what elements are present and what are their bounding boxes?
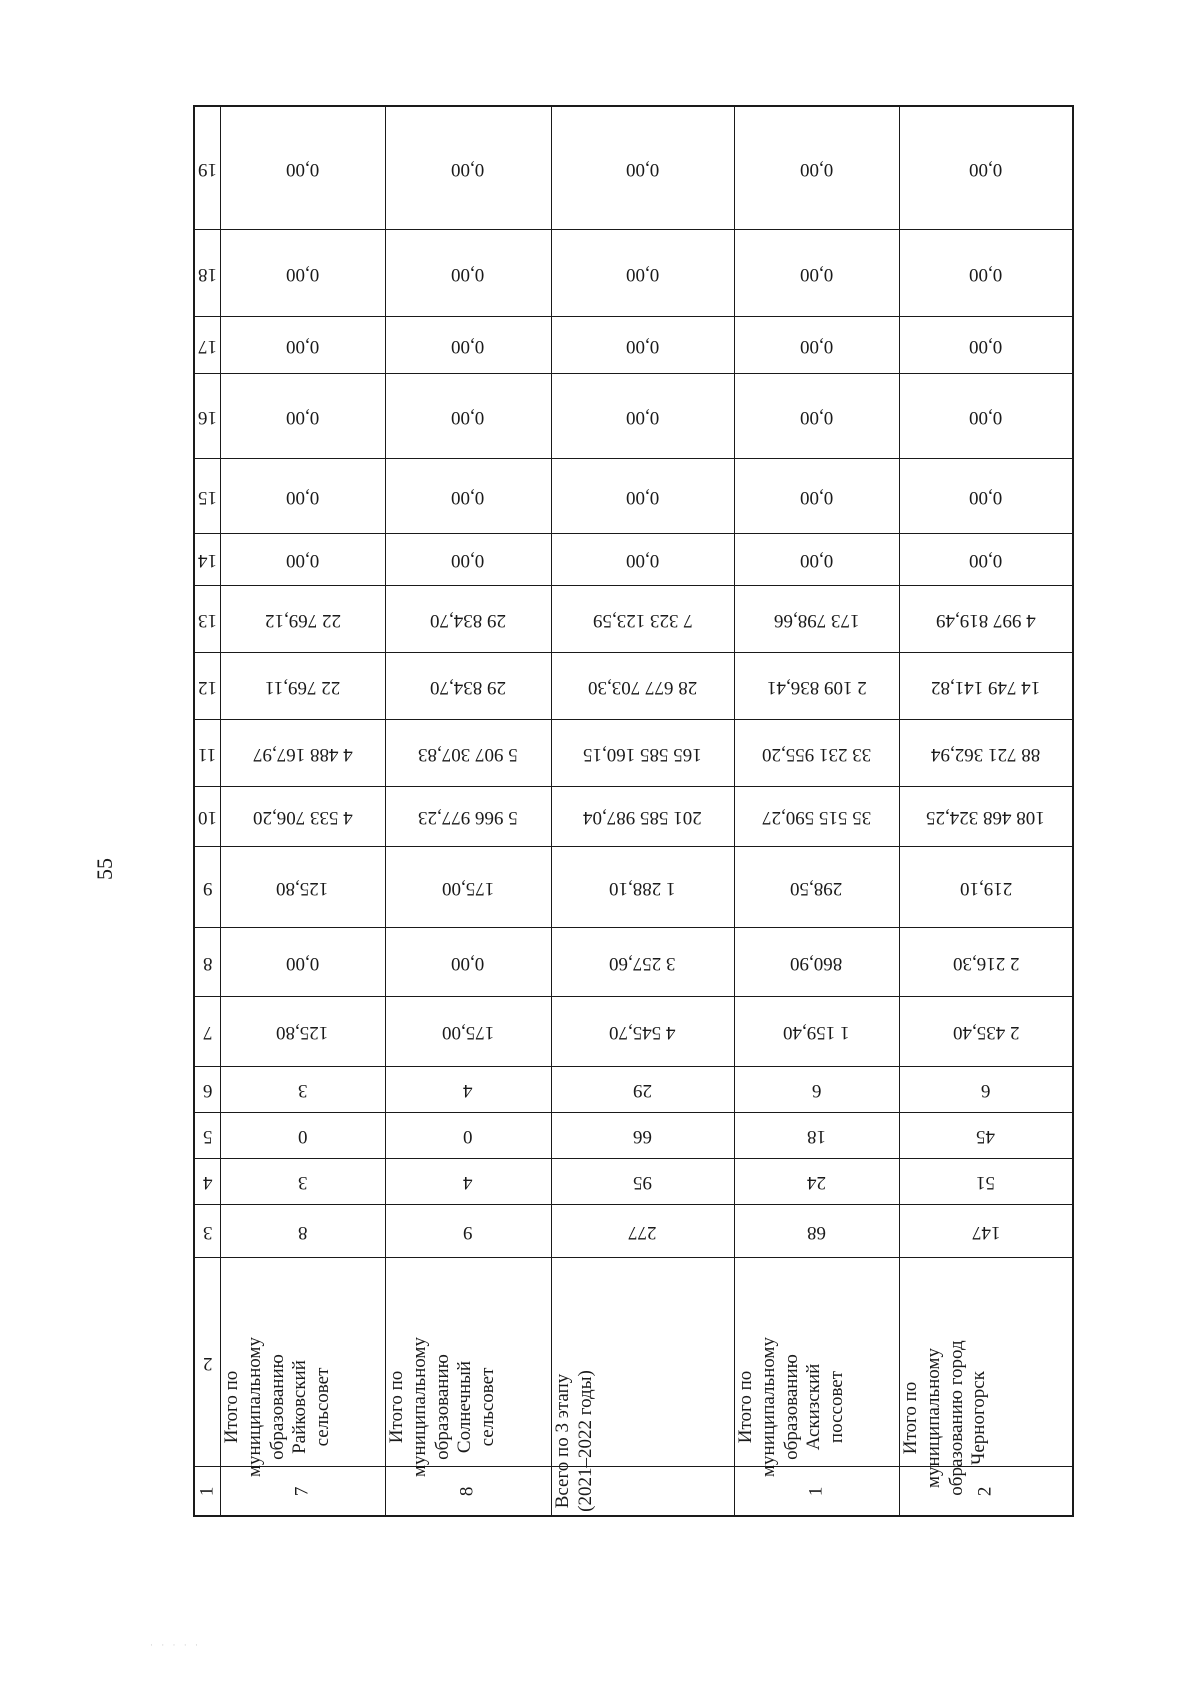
data-cell <box>899 1205 1073 1258</box>
cell-value: 298,50 <box>790 877 843 899</box>
cell-value: 0,00 <box>799 158 834 180</box>
column-number: 7 <box>202 1021 212 1043</box>
data-cell <box>899 106 1073 230</box>
cell-value: 175,00 <box>441 1021 495 1043</box>
name-line: Аскизский <box>802 1363 824 1451</box>
name-line: муниципальному <box>408 1337 430 1477</box>
data-cell <box>899 787 1073 847</box>
cell-value: 219,10 <box>959 877 1012 899</box>
column-number: 1 <box>195 1486 217 1496</box>
page-number: 55 <box>92 858 117 880</box>
data-cell <box>220 1159 385 1205</box>
cell-value: 0,00 <box>451 335 485 357</box>
data-cell <box>551 317 734 374</box>
name-line: сельсовет <box>311 1367 333 1447</box>
column-number-cell <box>194 720 220 787</box>
cell-value: 0,00 <box>451 263 485 285</box>
table-row <box>194 374 1073 459</box>
cell-value: 1 159,40 <box>783 1021 850 1043</box>
data-cell <box>220 374 385 459</box>
data-cell <box>899 847 1073 928</box>
data-cell <box>551 106 734 230</box>
data-cell <box>734 1113 899 1159</box>
cell-value: 0,00 <box>799 549 834 571</box>
cell-value: 33 231 955,20 <box>761 743 872 765</box>
data-cell <box>734 374 899 459</box>
column-number-cell <box>194 1067 220 1113</box>
table-row <box>194 317 1073 374</box>
data-cell <box>734 997 899 1067</box>
data-cell <box>899 928 1073 997</box>
cell-value: 1 288,10 <box>609 877 676 899</box>
cell-value: 24 <box>807 1171 826 1193</box>
data-cell <box>899 653 1073 720</box>
name-line: (2021–2022 годы) <box>574 1370 596 1513</box>
data-cell <box>551 1205 734 1258</box>
data-cell <box>385 1067 551 1113</box>
cell-value: 4 533 706,20 <box>252 806 353 828</box>
column-number-cell <box>194 317 220 374</box>
cell-value: 45 <box>976 1125 996 1147</box>
cell-value: 68 <box>807 1221 826 1243</box>
column-number-cell <box>194 928 220 997</box>
cell-value: 0,00 <box>285 952 320 974</box>
cell-value: 4 545,70 <box>609 1021 676 1043</box>
data-cell <box>734 317 899 374</box>
name-line: образованию <box>266 1354 288 1460</box>
column-number: 3 <box>202 1221 212 1243</box>
data-table <box>193 105 1074 1517</box>
cell-value: 3 257,60 <box>609 952 676 974</box>
data-cell <box>734 459 899 534</box>
cell-value: 51 <box>976 1171 996 1193</box>
column-number-cell <box>194 653 220 720</box>
name-line: Всего по 3 этапу <box>551 1373 573 1509</box>
cell-value: 4 997 819,49 <box>935 609 1036 631</box>
data-cell <box>734 847 899 928</box>
data-cell <box>385 1205 551 1258</box>
cell-value: 95 <box>633 1171 652 1193</box>
cell-value: 147 <box>971 1221 1000 1243</box>
cell-value: 6 <box>981 1079 991 1101</box>
cell-value: 0,00 <box>969 263 1003 285</box>
cell-value: 0,00 <box>451 486 485 508</box>
data-cell <box>734 1067 899 1113</box>
data-cell <box>899 230 1073 317</box>
cell-value: 0,00 <box>969 406 1003 428</box>
cell-value: 5 966 977,23 <box>418 806 518 828</box>
data-cell <box>220 230 385 317</box>
cell-value: 3 <box>297 1079 308 1101</box>
cell-value: 29 834,70 <box>430 676 506 698</box>
cell-value: 7 323 123,59 <box>592 609 693 631</box>
column-number-cell <box>194 459 220 534</box>
cell-value: 0,00 <box>285 486 320 508</box>
name-line: Итого по <box>220 1370 242 1444</box>
name-line: Итого по <box>899 1382 921 1455</box>
column-number: 10 <box>197 806 217 828</box>
cell-value: 0,00 <box>451 158 485 180</box>
data-cell <box>220 653 385 720</box>
data-cell <box>551 586 734 653</box>
data-cell <box>899 586 1073 653</box>
data-cell <box>220 928 385 997</box>
data-cell <box>734 720 899 787</box>
municipality-name <box>386 1307 500 1507</box>
cell-value: 0,00 <box>969 486 1003 508</box>
cell-value: 9 <box>463 1221 473 1243</box>
name-line: образованию город <box>945 1340 967 1497</box>
data-cell <box>899 997 1073 1067</box>
data-cell <box>220 1205 385 1258</box>
data-cell <box>220 317 385 374</box>
name-line: поссовет <box>825 1370 847 1444</box>
name-line: Райковский <box>288 1360 310 1454</box>
table-row <box>194 586 1073 653</box>
column-number: 15 <box>197 486 217 508</box>
cell-value: 2 435,40 <box>952 1021 1019 1043</box>
municipality-name-cell <box>551 1258 734 1513</box>
cell-value: 0,00 <box>285 335 320 357</box>
column-number: 6 <box>202 1079 212 1101</box>
cell-value: 35 515 590,27 <box>761 806 872 828</box>
data-cell <box>551 1159 734 1205</box>
row-number: 7 <box>291 1486 313 1496</box>
row-number: 8 <box>456 1486 478 1496</box>
cell-value: 5 907 307,83 <box>418 743 518 765</box>
column-number: 17 <box>197 335 217 357</box>
data-cell <box>734 787 899 847</box>
table-row <box>194 459 1073 534</box>
data-cell <box>899 1067 1073 1113</box>
cell-value: 860,90 <box>790 952 843 974</box>
column-number-cell <box>194 374 220 459</box>
cell-value: 0,00 <box>799 406 834 428</box>
cell-value: 0,00 <box>285 263 320 285</box>
cell-value: 125,80 <box>276 877 329 899</box>
data-cell <box>220 997 385 1067</box>
cell-value: 175,00 <box>441 877 495 899</box>
table-row <box>194 230 1073 317</box>
cell-value: 2 109 836,41 <box>766 676 867 698</box>
column-number: 12 <box>197 676 217 698</box>
column-number: 16 <box>197 406 217 428</box>
column-number-cell <box>194 586 220 653</box>
cell-value: 0,00 <box>625 335 660 357</box>
column-number-cell <box>194 230 220 317</box>
data-cell <box>220 720 385 787</box>
data-cell <box>385 847 551 928</box>
data-cell <box>551 997 734 1067</box>
table-row <box>194 997 1073 1067</box>
cell-value: 0,00 <box>969 158 1003 180</box>
cell-value: 125,80 <box>276 1021 329 1043</box>
cell-value: 0,00 <box>969 335 1003 357</box>
column-number: 13 <box>197 609 217 631</box>
data-cell <box>220 1113 385 1159</box>
row-number: 2 <box>974 1486 996 1496</box>
data-cell <box>385 534 551 586</box>
municipality-name-cell <box>220 1258 385 1477</box>
name-line: Итого по <box>734 1370 756 1444</box>
cell-value: 29 834,70 <box>430 609 506 631</box>
name-line: муниципальному <box>243 1337 265 1477</box>
cell-value: 0,00 <box>285 158 320 180</box>
cell-value: 201 585 987,04 <box>583 806 702 828</box>
municipality-name <box>735 1307 849 1507</box>
cell-value: 29 <box>633 1079 652 1101</box>
data-cell <box>220 106 385 230</box>
cell-value: 22 769,11 <box>264 676 341 698</box>
cell-value: 4 <box>463 1171 473 1193</box>
data-cell <box>220 459 385 534</box>
cell-value: 8 <box>297 1221 308 1243</box>
column-number-cell <box>194 1258 220 1467</box>
data-cell <box>385 1113 551 1159</box>
column-number-cell <box>194 534 220 586</box>
cell-value: 14 749 141,82 <box>931 676 1041 698</box>
table-row <box>194 847 1073 928</box>
data-cell <box>385 106 551 230</box>
data-cell <box>385 997 551 1067</box>
cell-value: 0,00 <box>625 406 660 428</box>
data-cell <box>551 787 734 847</box>
data-cell <box>899 1159 1073 1205</box>
data-cell <box>551 653 734 720</box>
column-number: 19 <box>197 158 217 180</box>
name-line: Черногорск <box>967 1371 989 1466</box>
scan-artifact: · · · · · <box>150 1640 201 1650</box>
cell-value: 0 <box>297 1125 308 1147</box>
data-cell <box>734 230 899 317</box>
data-cell <box>551 847 734 928</box>
cell-value: 4 <box>463 1079 473 1101</box>
cell-value: 0,00 <box>625 486 660 508</box>
table-row <box>194 1159 1073 1205</box>
data-cell <box>551 374 734 459</box>
data-cell <box>734 653 899 720</box>
table-row <box>194 928 1073 997</box>
table-row <box>194 1067 1073 1113</box>
data-cell <box>899 459 1073 534</box>
row-number: 1 <box>805 1486 827 1496</box>
name-line: сельсовет <box>476 1367 498 1447</box>
name-line: образованию <box>431 1354 453 1460</box>
data-cell <box>551 534 734 586</box>
data-cell <box>385 720 551 787</box>
table-row <box>194 1258 1073 1467</box>
cell-value: 4 488 167,97 <box>252 743 353 765</box>
data-cell <box>551 1113 734 1159</box>
municipality-name-cell <box>734 1258 899 1477</box>
cell-value: 18 <box>807 1125 826 1147</box>
cell-value: 0,00 <box>285 549 320 571</box>
cell-value: 0 <box>463 1125 473 1147</box>
data-cell <box>385 653 551 720</box>
column-number-cell <box>194 1113 220 1159</box>
cell-value: 0,00 <box>625 263 660 285</box>
table-row <box>194 1113 1073 1159</box>
data-cell <box>899 1113 1073 1159</box>
table-row <box>194 106 1073 230</box>
cell-value: 165 585 160,15 <box>583 743 702 765</box>
cell-value: 0,00 <box>799 486 834 508</box>
cell-value: 277 <box>628 1221 657 1243</box>
data-cell <box>220 1067 385 1113</box>
table-row <box>194 787 1073 847</box>
cell-value: 173 798,66 <box>773 609 860 631</box>
cell-value: 0,00 <box>285 406 320 428</box>
data-cell <box>385 459 551 534</box>
data-cell <box>385 928 551 997</box>
column-number-cell <box>194 106 220 230</box>
data-cell <box>734 106 899 230</box>
data-cell <box>551 928 734 997</box>
data-cell <box>899 374 1073 459</box>
column-number: 18 <box>197 263 217 285</box>
municipality-name <box>552 1341 598 1541</box>
data-cell <box>385 1159 551 1205</box>
cell-value: 6 <box>811 1079 822 1101</box>
data-cell <box>551 720 734 787</box>
cell-value: 66 <box>633 1125 652 1147</box>
data-cell <box>734 1205 899 1258</box>
name-line: муниципальному <box>757 1337 779 1477</box>
column-number: 2 <box>202 1352 212 1374</box>
cell-value: 88 721 362,94 <box>931 743 1041 765</box>
table-row <box>194 653 1073 720</box>
table-row <box>194 1205 1073 1258</box>
cell-value: 0,00 <box>451 952 485 974</box>
column-number-cell <box>194 787 220 847</box>
column-number-cell <box>194 847 220 928</box>
data-cell <box>220 586 385 653</box>
cell-value: 28 677 703,30 <box>587 676 698 698</box>
data-cell <box>385 317 551 374</box>
column-number: 5 <box>202 1125 212 1147</box>
data-table-wrapper <box>193 105 1074 1517</box>
table-row <box>194 534 1073 586</box>
cell-value: 0,00 <box>625 158 660 180</box>
data-cell <box>385 374 551 459</box>
name-line: Итого по <box>385 1370 407 1444</box>
data-cell <box>551 459 734 534</box>
column-number: 4 <box>202 1171 212 1193</box>
data-cell <box>734 586 899 653</box>
data-cell <box>385 586 551 653</box>
data-cell <box>220 847 385 928</box>
cell-value: 0,00 <box>625 549 660 571</box>
name-line: Солнечный <box>453 1360 475 1454</box>
data-cell <box>385 230 551 317</box>
cell-value: 0,00 <box>969 549 1003 571</box>
data-cell <box>551 1067 734 1113</box>
column-number: 8 <box>202 952 212 974</box>
cell-value: 108 468 324,25 <box>926 806 1046 828</box>
cell-value: 3 <box>297 1171 308 1193</box>
column-number: 14 <box>197 549 217 571</box>
column-number: 9 <box>202 877 212 899</box>
cell-value: 0,00 <box>799 263 834 285</box>
cell-value: 0,00 <box>799 335 834 357</box>
cell-value: 2 216,30 <box>952 952 1019 974</box>
data-cell <box>899 720 1073 787</box>
cell-value: 22 769,12 <box>264 609 341 631</box>
data-cell <box>899 534 1073 586</box>
municipality-name-cell <box>385 1258 551 1477</box>
column-number: 11 <box>198 743 217 765</box>
data-cell <box>385 787 551 847</box>
column-number-cell <box>194 1467 220 1517</box>
name-line: муниципальному <box>922 1348 944 1489</box>
data-cell <box>734 534 899 586</box>
data-cell <box>220 534 385 586</box>
cell-value: 0,00 <box>451 549 485 571</box>
table-row <box>194 720 1073 787</box>
data-cell <box>220 787 385 847</box>
column-number-cell <box>194 997 220 1067</box>
name-line: образованию <box>780 1354 802 1460</box>
data-cell <box>899 317 1073 374</box>
column-number-cell <box>194 1205 220 1258</box>
data-cell <box>734 928 899 997</box>
municipality-name-cell <box>899 1258 1073 1497</box>
data-cell <box>551 230 734 317</box>
municipality-name <box>221 1307 335 1507</box>
cell-value: 0,00 <box>451 406 485 428</box>
data-cell <box>734 1159 899 1205</box>
column-number-cell <box>194 1159 220 1205</box>
